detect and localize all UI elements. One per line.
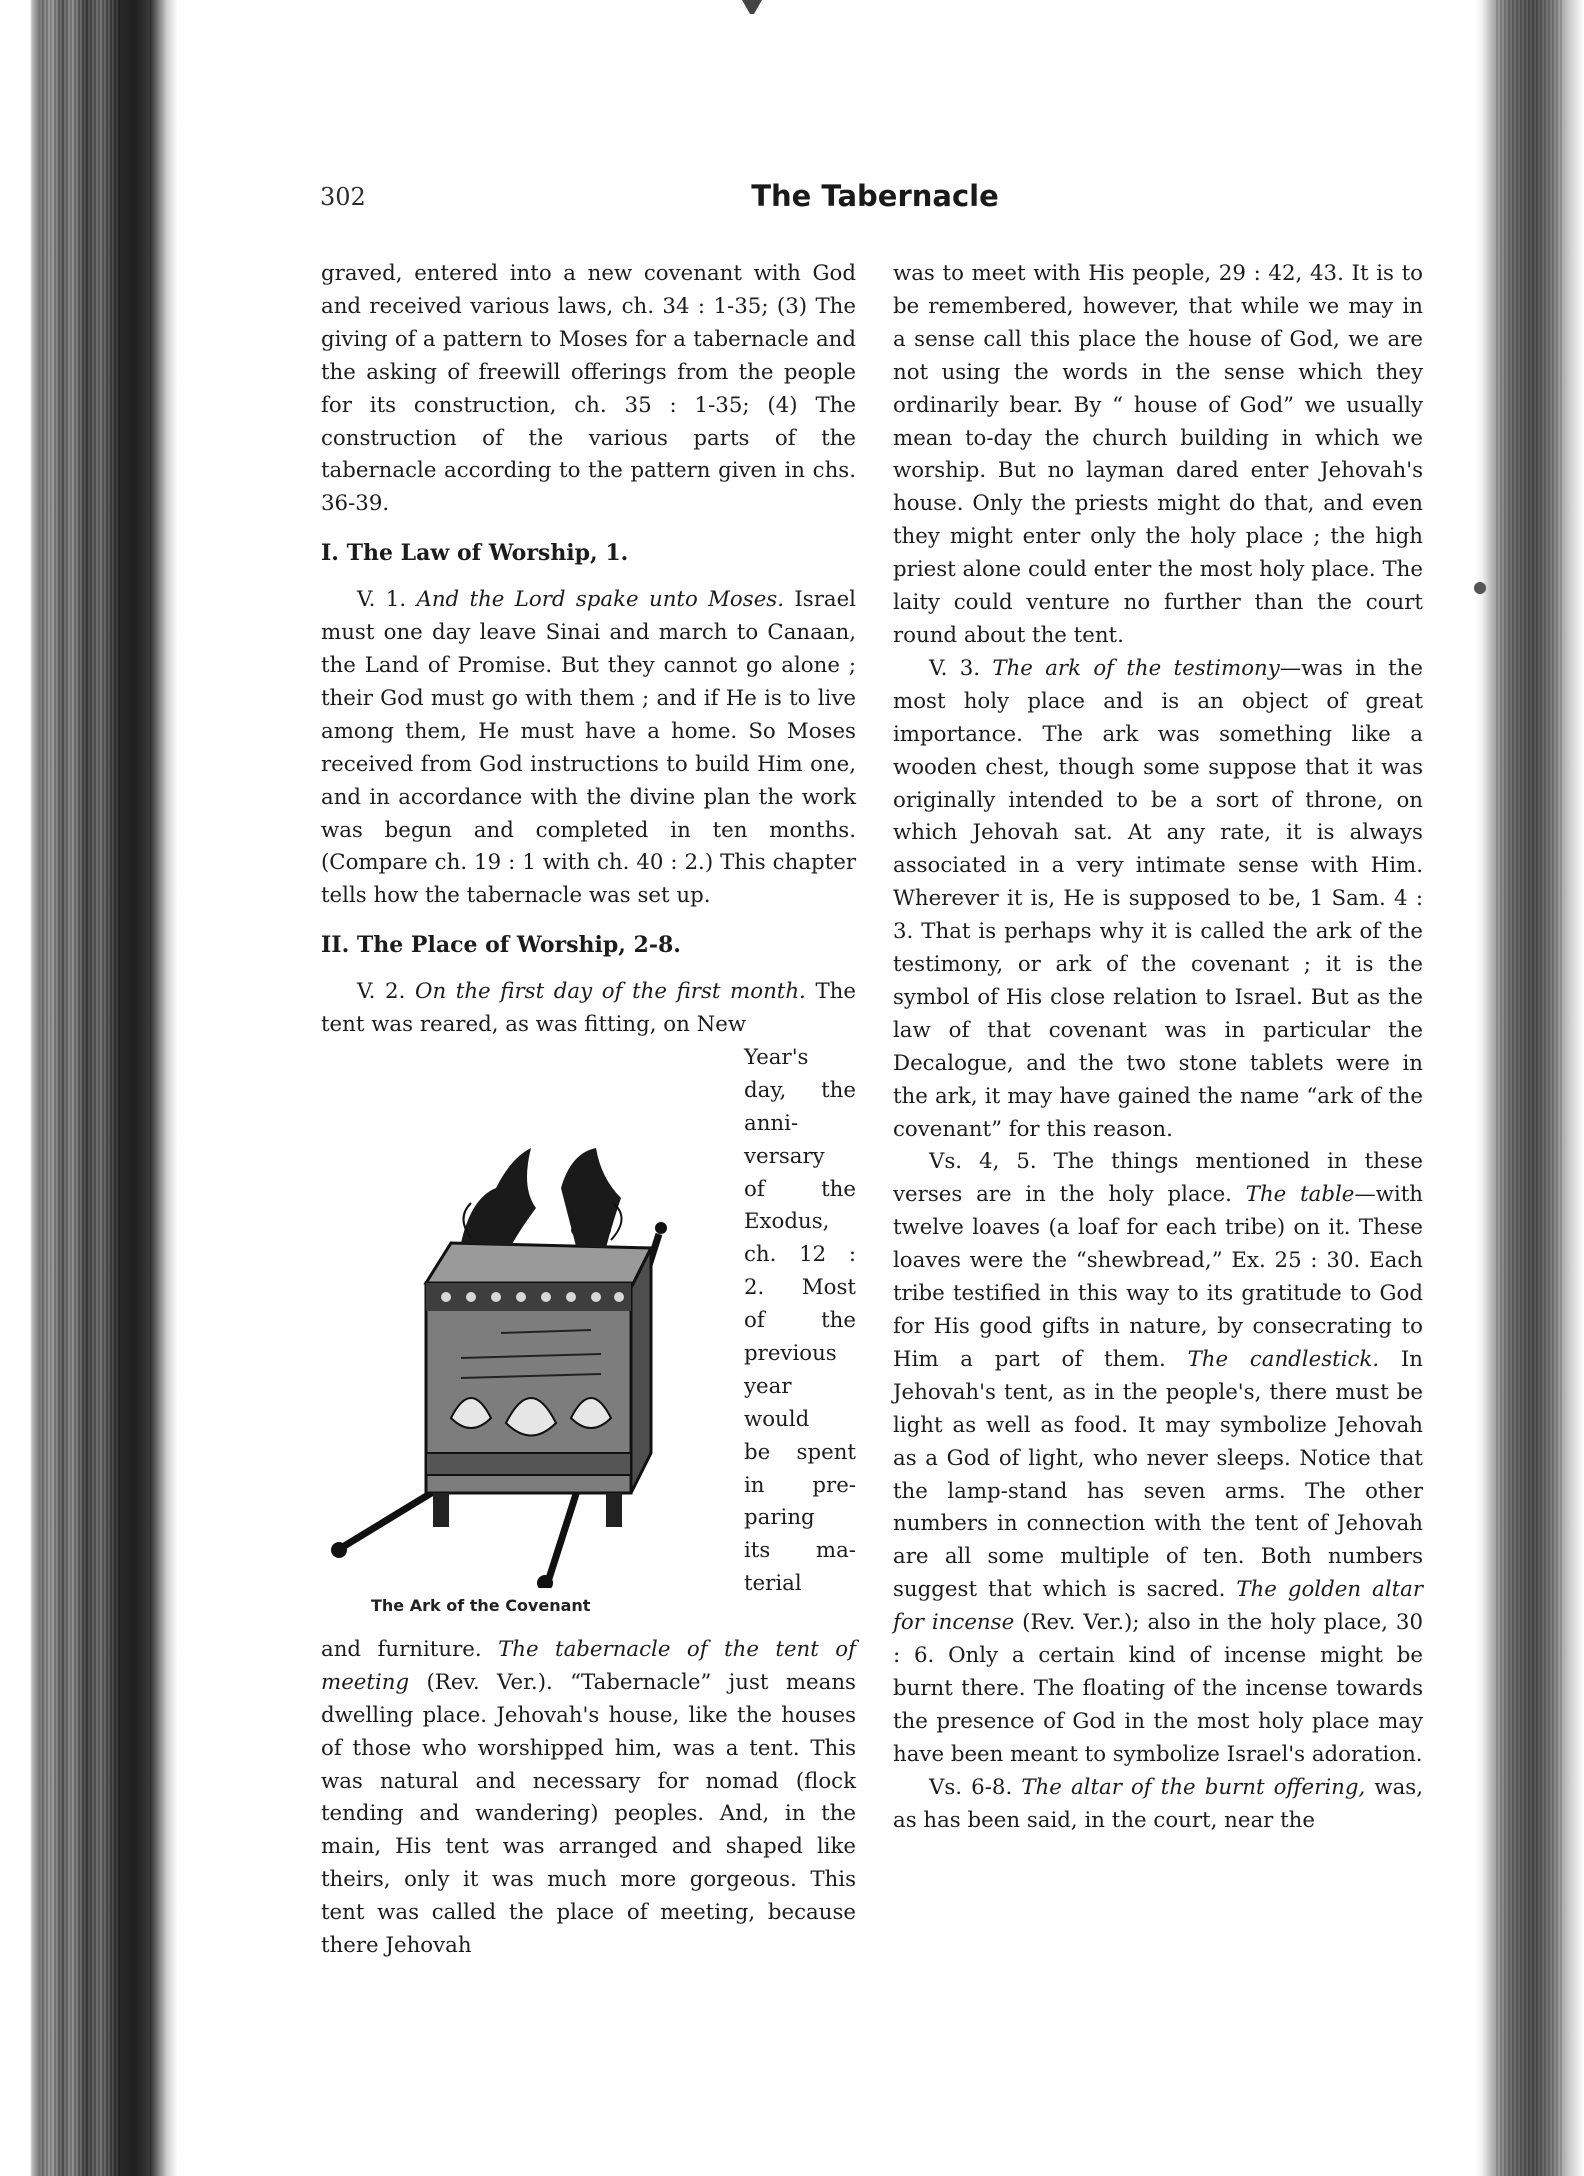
wrapped-line: terial xyxy=(744,1571,802,1597)
paragraph: V. 2. On the first day of the first month. The tent was reared, as was fitting, on New xyxy=(321,979,856,1038)
wrapped-line: its ma- xyxy=(744,1538,856,1564)
wrapped-line: Year's xyxy=(744,1044,809,1070)
right-page-stack-lines xyxy=(1494,0,1564,2176)
page-stack-lines xyxy=(40,0,120,2176)
page-marker-tab xyxy=(740,0,764,18)
paragraph: graved, entered into a new covenant with God and received various laws, ch. 34 : 1-35; (3) The giving of a pattern to Moses for a tabernacle and the asking of freewill offerings from the people for its construction, ch. 35 : 1-35; (4) The construction of the various parts of the tabernacle according to the pattern given in chs. 36-39. xyxy=(321,261,856,517)
wrapped-line: paring xyxy=(744,1505,815,1531)
wrapped-line: of the xyxy=(744,1308,856,1334)
right-column xyxy=(893,258,1423,1838)
figure-block xyxy=(321,1042,856,1634)
page-header xyxy=(320,179,1430,223)
section-heading: II. The Place of Worship, 2-8. xyxy=(321,932,681,959)
paragraph: was to meet with His people, 29 : 42, 43. It is to be remembered, however, that while we may in a sense call this place the house of God, we are not using the words in the sense which they ordinarily bear. By “ house of God” we usually mean to-day the church building in which we worship. But no layman dared enter Jehovah's house. Only the priests might do that, and even they might enter only the holy place ; the high priest alone could enter the most holy place. The laity could venture no further than the court round about the tent. xyxy=(893,261,1423,648)
paragraph: V. 3. The ark of the testimony—was in the most holy place and is an object of great importance. The ark was something like a wooden chest, though some suppose that it was originally intended to be a sort of throne, on which Jehovah sat. At any rate, it is always associated in a very intimate sense with Him. Wherever it is, He is supposed to be, 1 Sam. 4 : 3. That is perhaps why it is called the ark of the testimony, or ark of the covenant ; it is the symbol of His close relation to Israel. But as the law of that covenant was in particular the Decalogue, and the two stone tablets were in the ark, it may have gained the name “ark of the covenant” for this reason. xyxy=(893,655,1423,1142)
wrapped-line: of the xyxy=(744,1176,856,1202)
wrapped-line: would xyxy=(744,1406,810,1432)
paragraph: Vs. 4, 5. The things mentioned in these verses are in the holy place. The table—with twelve loaves (a loaf for each tribe) on it. These loaves were the “shewbread,” Ex. 25 : 30. Each tribe testified in this way to its gratitude to God for His good gifts in nature, by consecrating to Him a part of them. The candlestick. In Jehovah's tent, as in the people's, there must be light as well as food. It may symbolize Jehovah as a God of light, who never sleeps. Notice that the lamp-stand has seven arms. The other numbers in connection with the tent of Jehovah are all some multiple of ten. Both numbers suggest that which is sacred. The golden altar for incense (Rev. Ver.); also in the holy place, 30 : 6. Only a certain kind of incense might be burnt there. The floating of the incense towards the presence of God in the most holy place may have been meant to symbolize Israel's adoration. xyxy=(893,1149,1423,1767)
page-number: 302 xyxy=(320,183,366,211)
wrapped-line: 2. Most xyxy=(744,1275,856,1301)
wrapped-line: ch. 12 : xyxy=(744,1242,856,1268)
figure-caption: The Ark of the Covenant xyxy=(371,1595,591,1615)
wrapped-line: Exodus, xyxy=(744,1209,830,1235)
paragraph: V. 1. And the Lord spake unto Moses. Israel must one day leave Sinai and march to Canaan, the Land of Promise. But they cannot go alone ; their God must go with them ; and if He is to live among them, He must have a home. So Moses received from God instructions to build Him one, and in accordance with the divine plan the work was begun and completed in ten months. (Compare ch. 19 : 1 with ch. 40 : 2.) This chapter tells how the tabernacle was set up. xyxy=(321,587,856,909)
section-heading: I. The Law of Worship, 1. xyxy=(321,540,629,567)
scan-speck xyxy=(1474,582,1486,594)
wrapped-line: previous xyxy=(744,1340,837,1366)
wrapped-text xyxy=(744,1042,856,1601)
wrapped-line: day, the xyxy=(744,1077,856,1103)
ark-of-covenant-figure xyxy=(321,1078,741,1608)
paragraph: and furniture. The tabernacle of the tent of meeting (Rev. Ver.). “Tabernacle” just means dwelling place. Jehovah's house, like the houses of those who worshipped him, was a tent. This was natural and necessary for nomad (flock tending and wandering) peoples. And, in the main, His tent was arranged and shaped like theirs, only it was much more gorgeous. This tent was called the place of meeting, because there Jehovah xyxy=(321,1636,856,1959)
left-column xyxy=(321,258,856,1963)
paragraph: Vs. 6-8. The altar of the burnt offering, was, as has been said, in the court, near the xyxy=(893,1774,1423,1833)
wrapped-line: anni- xyxy=(744,1110,799,1136)
wrapped-line: versary xyxy=(744,1143,825,1169)
running-title: The Tabernacle xyxy=(751,179,999,213)
wrapped-line: be spent xyxy=(744,1439,856,1465)
wrapped-line: year xyxy=(744,1373,792,1399)
gutter-shadow xyxy=(150,0,178,2176)
ark-illustration xyxy=(321,1078,741,1588)
wrapped-line: in pre- xyxy=(744,1472,856,1498)
